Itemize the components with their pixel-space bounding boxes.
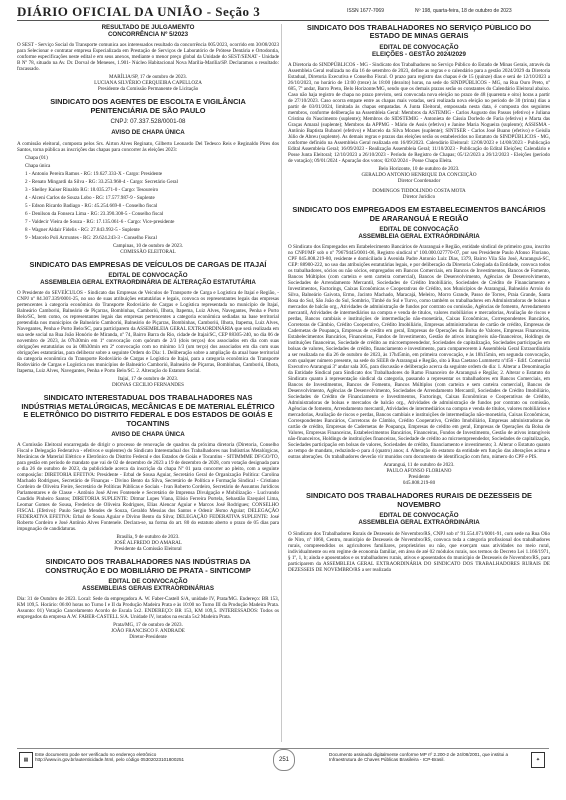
cnpj: CNPJ: 07.337.528/0001-08 xyxy=(110,118,186,126)
signature-place: Belo Horizonte, 10 de outubro de 2023. xyxy=(378,166,460,173)
issn: ISSN 1677-7069 xyxy=(347,8,384,14)
notice-body: A comissão eleitoral, composta pelos Srs. Airton Alves Reginato, Gilberto Leonardo Del Tedesco Reis e Reginaldo Pires dos Santos, torna pública as inscrições das chapas para concorrer às eleições 2023: xyxy=(17,140,279,153)
signature-role: Presidente xyxy=(408,474,430,481)
notice-body: O Sindicato dos Empregados em Estabelecimento Bancários de Araranguá e Região, entidade sindical de primeiro grau, inscrito no CNPJ/MF sob o nº 79679445/0001-06, Registro sindical nº 100.000.027770-07, por seu Presidente Paulo Afonso Floriano, CPF 045.808.219-80, residente e domiciliado à Avenida Padre Antonio Luiz Dias, 1379, Bairro Vila São José, Araranguá-SC, CEP: 88900-222, no uso das atribuições estatutárias legais, e por deliberação da Diretoria Colegiada da Entidade, convoca todos os trabalhadores, sócios ou não sócios, empregados em Bancos Comerciais, em Bancos de Investimentos, Bancos de Fomento, Bancos Múltiplos (com carteira e sem carteira comercial), Bancos de Desenvolvimento, Agências de Desenvolvimento, Sociedades de Arrendamento Mercantil, Sociedades de Crédito Imobiliário, Sociedades de Crédito de Financiamento e Investimentos, Factorings, Caixas Econômicas e Cooperativas de Crédito, nos Municípios de Araranguá, Balneário Arroio do Silva, Balneário Gaivota, Ermo, Jacinto Machado, Maracajá, Meleiro, Morro Grande, Passo de Torres, Praia Grande, Santa Rosa do Sul, São João do Sul, Sombrio, Timbé do Sul e Turvo, como também os trabalhadores em Administradoras de bolsas e mercados de balcão org., Atividades de administração de fundos por contrato ou comissão, Agências de fomento, Arrendamento mercantil, Atividades de intermediários na compra e venda de títulos, valores mobiliários e mercadorias, Avaliação de riscos e perdas, Bancos cambiais e instituições de intermediação não-monetária, Caixas Econômicas, Correspondentes Bancários, Corretoras de Câmbio, Crédito Cooperativo, Crédito Imobiliário, Empresas administradoras de cartão de crédito, Empresas de Cadernetas de Poupança, Empresas de crédito em geral, Empresas de Operações da Bolsa de Valores, Empresas Financeiras, Estabelecimentos Bancários, Financeiras, Fundos de Investimento, Gestão de ativos intangíveis não-financeiros, Holdings de instituições financeiras, Sociedade de crédito ao microempreendedor, Sociedades de capitalização, Sociedades participação em bolsas de valores, Sociedades de crédito, financiamento e investimento, para comparecerem à Assembleia Geral Extraordinária a ser realizada no dia 26 de outubro de 2023, às 17h45min, em primeira convocação, e às 18h15min, em segunda convocação, com qualquer número presente, na sede do SEEB de Araranguá e Região, sito à Rua Caetano Lummertz nº456 - Edif. Comercial Executivo Araranguá 3º andar sala 305, para discussão e deliberação acerca da seguinte ordem do dia: 1. Alterar a Denominação da Entidade Sindical para Sindicato dos Trabalhadores do Ramo Financeiro de Araranguá e Região; 2. Alterar o Estatuto do Sindicato quanto à representação sindical da categoria, passando a representar os trabalhadores em Bancos Comerciais, em Bancos de Investimentos, Bancos de Fomento, Bancos Múltiplos (com carteira e sem carteira comercial), Bancos de Desenvolvimento, Agências de Desenvolvimento, Sociedades de Arrendamento Mercantil, Sociedades de Crédito Imobiliário, Sociedades de Crédito de Financiamento e Investimentos, Factorings, Caixas Econômicas e Cooperativas de Crédito, Administradoras de bolsas e mercados de balcão org., Atividades de administração de fundos por contrato ou comissão, Agências de fomento, Arrendamento mercantil, Atividades de intermediários na compra e venda de títulos, valores mobiliários e mercadorias, Avaliação de riscos e perdas, Bancos cambiais e instituições de intermediação não-monetária, Caixas Econômicas, Correspondentes Bancários, Corretoras de Câmbio, Crédito Cooperativo, Crédito Imobiliário, Empresas administradoras de cartão de crédito, Empresas de Cadernetas de Poupança, Empresas de crédito em geral, Empresas de Operações da Bolsa de Valores, Empresas Financeiras, Estabelecimentos Bancários, Financeiras, Fundos de Investimento, Gestão de ativos intangíveis não-financeiros, Holdings de instituições financeiras, Sociedade de crédito ao microempreendedor, Sociedades de capitalização, Sociedades participação em bolsas de valores, Sociedades de crédito, financiamento e investimento; 3. Alterar o Estatuto quanto ao tempo de mandato, reduzindo-o para 4 (quatro) anos; 4. Alteração do estatuto da entidade em função das alterações acima e outras alterações. Os trabalhadores deverão vir munidos com documento de identificação com foto, número do CPF e PIS. xyxy=(288,244,550,461)
notice-heading: EDITAL DE CONVOCAÇÃO xyxy=(379,43,459,51)
list-item: 5 - Edson Ricardo Badiago - RG: 45.254.669-8 - Conselho fiscal xyxy=(25,202,158,209)
notice-body: Dia: 31 de Outubro de 2023. Local: Sede da empregadora A. W. Faber-Castell S/A, unidade IV, Prata/MG. Endereço: BR 153, KM 109,5. Horário: 06:00 horas no Turno I e II da Produção Madeira Prata e às 10:00 no Turno III da Produção Madeira Prata. Assunto: 01) Votação Cancelamento Acordo de Escala 5x2. ENDEREÇO: BR 153, KM 109,5. INTERESSADOS: Todos os empregados da empresa A.W. FABER-CASTELL S/A. Unidade IV, lotados na escala 5x2 Madeira Prata. xyxy=(17,596,279,621)
left-column xyxy=(17,24,279,742)
signature-name: PAULO AFONSO FLORIANO xyxy=(386,468,452,475)
list-item: 3 - Shelley Kaiser Rinaldo RG: 18.035.271-0 - Cargo: Tesoureiro xyxy=(25,186,159,193)
notice-heading: RESULTADO DE JULGAMENTO xyxy=(101,24,195,31)
signature-name: DIONAS CECILIO FERNANDES xyxy=(112,382,184,389)
footer-signature-note: Documento assinado digitalmente conforme MP nº 2.200-2 de 24/08/2001, que institui a Infraestrutura de Chaves Públicas Brasileira - ICP-Brasil. xyxy=(329,752,509,763)
signature-name: GERALDO ANTONIO HENRIQUE DA CONCEIÇÃO xyxy=(361,172,477,179)
issue-date: Nº 198, quarta-feira, 18 de outubro de 2023 xyxy=(415,8,512,14)
signature-name: JOSÉ ALFREDO DO AMARAL xyxy=(114,540,182,547)
member-list xyxy=(17,171,279,241)
signature-role: Presidente da Comissão Eleitoral xyxy=(114,546,182,553)
signature-name: JOÃO FRANCISCO F. ANDRADE xyxy=(111,628,185,635)
chapa-label: Chapa única xyxy=(25,162,51,169)
list-item: 4 - Alceni Carlos de Souza Lobo - RG: 17.577.987-9 - Suplente xyxy=(25,194,155,201)
notice-body: O SEST - Serviço Social do Transporte comunica aos interessados resultado da concorrência 005/2023, ocorrido em 30/08/2023 para Selecionar e contratar empresa Especializada em Prestação de Serviços de Laboratório de Prótese Dentária e Ortodontia, conforme especificações neste edital e em seus anexos, mediante o menor preço global da Unidade do SEST/SENAT - Unidade B Nº 78, situado na Av. Dr. Dorval de Meneses, 1.901- Núcleo Habitacional Nova Marília-Marília/SP. Declaramos o resultado: fracassado. xyxy=(17,42,279,73)
notice-heading: EDITAL DE CONVOCAÇÃO xyxy=(108,272,188,280)
section-title: SINDICATO DOS TRABALHADORES NO SERVIÇO PÚBLICO DO ESTADO DE MINAS GERAIS xyxy=(306,24,532,41)
signature-name: LUCIANA SILVÉRIO CERQUEIRA CAPELLOZA xyxy=(94,80,202,87)
section-title: SINDICATO DOS TRABALHADORES RURAIS DE DEZESSEIS DE NOVEMBRO xyxy=(306,491,532,509)
notice-subheading: ASSEMBLEIA GERAL EXTRAORDINÁRIA xyxy=(358,519,480,527)
footer-verification: Este documento pode ser verificado no endereço eletrônico http://www.in.gov.br/autenticidade.html, pelo código 05302023101800251 xyxy=(35,752,185,763)
signature-place: MARÍLIA/SP, 17 de outubro de 2023. xyxy=(109,74,187,81)
list-item: 8 - Wagner Aldair Fidelis - RG: 27.843.992-5 - Suplente xyxy=(25,226,140,233)
section-title: SINDICATO DAS EMPRESAS DE VEÍCULOS DE CARGAS DE ITAJAÍ xyxy=(29,259,267,269)
notice-subheading: ELEIÇÕES - GESTÃO 2024/2029 xyxy=(372,51,466,59)
column-divider xyxy=(281,24,282,742)
signature-role: Diretor Jurídico xyxy=(402,194,436,201)
list-item: 6 - Denilson da Fonseca Lima - RG: 23.390.308-5 - Conselho fiscal xyxy=(25,210,164,217)
list-item: 2 - Renato Mingardi da Silva - RG: 33.253.968-4 - Cargo: Secretário Geral xyxy=(25,178,178,185)
chapa-label: Chapa (01) xyxy=(25,154,48,161)
notice-body: O Presidente do SEVEÍCULOS - Sindicato das Empresas de Veículos de Transporte de Carga e Logística de Itajaí e Região, - CNPJ nº 84.307.339/0001-25, no uso de suas atribuições estatutárias e legais, convoca os representantes legais das empresas pertencentes à categoria econômica do Transporte Rodoviário de Cargas e Logística representada no município de Itajaí, Balneário Camboriú, Balneário de Piçarras, Bombinhas, Camboriú, Ilhota, Itapema, Luiz Alves, Navegantes, Penha e Porto Belo/SC, bem como, os representantes legais das empresas pertencentes a categoria econômica sediadas na base territorial pretendida nos municípios de Balneário Camboriú, Balneário de Piçarras, Bombinhas, Camboriú, Ilhota, Itapema, Luiz Alves, Navegantes, Penha e Porto Belo/SC, para participarem da ASSEMBLEIA GERAL EXTRAORDINÁRIA que será realizada em sua sede social na Rua João Honório de Miranda, nº 74, Bairro Barra do Rio, cidade de Itajaí/SC, CEP 88305-240, no dia 06 de novembro de 2023, às 07h30min em 1ª convocação com quórum de 2/3 (dois terços) dos associados em dia com suas obrigações estatutárias ou às 08h30min em 2ª convocação com no mínimo 1/3 (um terço) dos associados em dia com suas obrigações estatutárias, para deliberar sobre a seguinte Ordem do Dia: 1. Deliberação sobre a ampliação da atual base territorial da categoria econômica do Transporte Rodoviário de Cargas e Logística de Itajaí, para a categoria econômica do Transporte Rodoviário de Cargas e Logística nos municípios de Balneário Camboriú, Balneário de Piçarras, Bombinhas, Camboriú, Ilhota, Itapema, Luiz Alves, Navegantes, Penha e Porto Belo/SC. 2. Alteração do Estatuto Social. xyxy=(17,290,279,375)
notice-body: A Comissão Eleitoral encarregada de dirigir o processo de renovação de quadros da próxima diretoria (Diretoria, Conselho Fiscal e Delegação Federativa - efetivos e suplentes) do Sindicato Interestadual dos Trabalhadores nas Indústrias Metalúrgicas, Mecânicas de Material Elétrico e Eletrônico do Distrito Federal e dos Estados de Goiás e Tocantins - SITIMMME DF/GO/TO, para gestão em período de mandato que vai de 02 de dezembro de 2023 a 19 de dezembro de 2028, com votação designada para o dia 26 de outubro de 2023, da publicidade acerca da inscrição da chapa Nº 01 para concorrer ao pleito, com a seguinte composição: DIRETORIA EFETIVA: Presidente - Erbal de Sousa Aguiar, Secretário Geral de Organização Política: Carolina Machado Rodrigues, Secretário de Finanças - Divino Bento da Silva, Secretário de Política e Formação Sindical - Cristiano Cordeiro de Oliveira Freire, Secretário de Políticas Públicas e Sociais - Ivan Roberto Cordeiro, Secretário de Assuntos Jurídicos Parlamentares e de Classe - Antônio José Alves Fontenele e Secretário de Imprensa Divulgação e Mobilização - Lucivando Candido Pinheiro Santos; DIRETORIA SUPLENTE: Ditmar Lopes Viana, Elísio Ferreira Portela, Sebastião Ezequiel Lima, Leomar Gomes de Sousa, Frederico de Oliveira Rodrigues, Elias Alencar Aguiar e Marcos José Rodrigues; CONSELHO FISCAL (Efetivo): Paulo Sergio Mendes de Souza, Geraldo Messias dos Santos e Odenir Jêsmo Aguiar; DELEGAÇÃO FEDERATIVA EFETIVA: Erbal de Sousa Aguiar e Divino Bento da Silva; DELEGAÇÃO FEDERATIVA SUPLENTE: José Roberto Cordeiro e José Antônio Alves Fontenele. Declara-se, na forma do art. 80 do estatuto aberto o prazo de 05 dias para impugnação de candidaturas. xyxy=(17,442,279,533)
signature-name: DOMINGOS TIDDOLINDO COSTA MOTA xyxy=(372,188,466,195)
signature-place: Campinas, 10 de outubro de 2023. xyxy=(112,242,184,249)
notice-heading: EDITAL DE CONVOCAÇÃO xyxy=(379,226,459,234)
section-title: SINDICATO DOS AGENTES DE ESCOLTA E VIGILÂNCIA PENITENCIÁRIA DE SÃO PAULO xyxy=(50,97,246,115)
signature-role: Presidente da Comissão Permanente de Licitação xyxy=(97,86,199,93)
signature-name: COMISSÃO ELEITORAL xyxy=(120,248,176,255)
notice-body: O Sindicato dos Trabalhadores Rurais de Dezesseis de Novembro/RS, CNPJ sob nº 91.554.071/0001-91, com sede na Rua Olio de Niro, nº 1060, Centro, município de Dezesseis de Novembro/RS, convoca toda a categoria profissional dos trabalhadores rurais, compreendidos os agricultores familiares, proprietários ou não, que exerçam suas atividades no meio rural, individualmente ou em regime de economia familiar, em área de até 02 módulos rurais, nos termos do Decreto Lei 1.166/1971, § 1º, 1, b; ainda e aposentados e os trabalhadores rurais, ativos e aposentados do município de Dezesseis de Novembro/RS, para participarem da ASSEMBLEIA GERAL EXTRAORDINÁRIA DO SINDICATO DOS TRABALHADORES RURAIS DE DEZESSEIS DE NOVEMBRO/RS a ser realizada xyxy=(288,530,550,573)
section-title: SINDICATO INTERESTADUAL DOS TRABALHADORES NAS INDÚSTRIAS METALÚRGICAS, MECÂNICAS E DE MATERIAL ELÉTRICO E ELETRÔNICO DO DISTRITO FEDERAL E DOS ESTADOS DE GOIÁS E TOCANTINS xyxy=(21,393,275,428)
section-title: SINDICATO DOS EMPREGADOS EM ESTABELECIMENTOS BANCÁRIOS DE ARARANGUÁ E REGIÃO xyxy=(292,205,546,223)
notice-heading: AVISO DE CHAPA ÚNICA xyxy=(111,431,185,439)
list-item: 1 - Antonio Pereira Ramos - RG: 19.627.333-X - Cargo: Presidente xyxy=(25,170,163,177)
signature-place: Brasília, 9 de outubro de 2023. xyxy=(116,534,180,541)
signature-place: Itajaí, 17 de outubro de 2023. xyxy=(117,376,179,383)
notice-subheading: ASSEMBLEIA GERAL EXTRAORDINÁRIA xyxy=(358,233,480,241)
notice-subheading: ASSEMBLEIA GERAL EXTRAORDINÁRIA DE ALTERAÇÃO ESTATUTÁRIA xyxy=(40,279,256,287)
section-title: SINDICATO DOS TRABALHADORES NAS INDÚSTRIAS DA CONSTRUÇÃO E DO MOBILIÁRIO DE PRATA - SINTICOMP xyxy=(45,557,251,575)
notice-heading: EDITAL DE CONVOCAÇÃO xyxy=(379,512,459,520)
signature-place: Prata/MG, 17 de outubro de 2023. xyxy=(113,622,183,629)
signature-role: Diretor Coordenador xyxy=(397,178,441,185)
right-column xyxy=(288,24,550,742)
list-item: 7 - Valdecir Vieira de Souza - RG: 17.135.061-6 - Cargo: Vice-presidente xyxy=(25,218,175,225)
page-footer xyxy=(17,748,549,793)
masthead: DIÁRIO OFICIAL DA UNIÃO - Seção 3 xyxy=(17,4,261,19)
notice-body: A Diretoria do SINDPÚBLICOS - MG - Sindicato dos Trabalhadores no Serviço Público do Estado de Minas Gerais, através da Assembleia Geral realizada no dia 16 de setembro de 2023, define as regras e o calendário para a gestão 2024/2029 da Diretoria Estadual, Diretoria Executiva e Conselho Fiscal. O prazo para registro das chapas é de 15 (quinze) dias e será de 12/10/2023 a 26/10/2023, no horário de 13:00 (treze) às 18:00 (dezoito) horas, na sede do SINDPÚBLICOS - MG, na Rua Ouro Preto, nº 685, 7º andar, Barro Preto, Belo Horizonte/MG, sendo que os demais prazos serão os constantes do Calendário Eleitoral abaixo. Caso não haja registro de chapa no prazo previsto, será convocada nova eleição no prazo de 48 (quarenta e oito) horas a partir de 27/10/2023. Caso ocorra empate entre as chapas mais votadas, será realizada nova eleição no período de 30 (trinta) dias a partir de 03/01/2024, limitada às chapas empatadas. A Junta Eleitoral, empossada nesta data, é composta dos seguintes membros, conforme deliberação na Assembleia Geral: Membros da ASTEMIG - Carlos Augusto dos Passos (efetivo) e Juliana Cristina do Nascimento (suplente); Membros do SIDSTEMIG - Antonieta de Cássia Dorledo de Faria (efetivo) e Marta das Graças Amaral (suplente); Membros da APPMG - Mário de Assis (efetivo) e Janine Maria Nogueira (suplente); ASSISMA - Antônio Baptista Bubacel (efetivo) e Marcelo da Silva Moraes (suplente); SINTSER - Carlos José Buano (efetivo) e Geisila Júlio de Abreu (suplente). As demais regras e prazos das eleições serão os estabelecidos no Estatuto do SINDPÚBLICOS - MG, conforme definido na Assembleia Geral realizada em 16/09/2023. Calendário Eleitoral: 12/08/2023 e 14/08/2023 - Publicação Edital Assembleia Geral; 16/09/2023 - Realização Assembleia Geral; 11/10/2023 - Publicação do Edital Eleições; Calendário e Posse Junta Eleitoral; 12/10/2023 a 26/10/2023 - Período de Registro de Chapas; 05/12/2023 a 26/12/2023 - Eleições (período de votação); 09/01/2024 - Apuração dos votos; 02/02/2024 - Posse Chapa Eleita. xyxy=(288,62,550,165)
qr-code-icon: ▦ xyxy=(19,752,33,768)
signature-cpf: 045.808.219-80 xyxy=(402,480,436,487)
notice-heading: AVISO DE CHAPA ÚNICA xyxy=(111,129,185,137)
notice-heading: EDITAL DE CONVOCAÇÃO xyxy=(108,578,188,586)
icp-brasil-logo-icon: ✦ xyxy=(531,752,545,768)
signature-place: Araranguá, 11 de outubro de 2023. xyxy=(383,462,455,469)
signature-role: Diretor-Presidente xyxy=(129,634,167,641)
page-number: 251 xyxy=(273,749,295,771)
notice-subheading: ASSEMBLEIAS GERAIS EXTRAORDINÁRIAS xyxy=(81,585,214,593)
page-header xyxy=(17,4,549,21)
list-item: 9 - Marcelo Poli Arrruntes - RG: 29.624.243-3 - Conselho Fiscal xyxy=(25,234,157,241)
notice-subheading: CONCORRÊNCIA Nº 5/2023 xyxy=(107,31,189,39)
